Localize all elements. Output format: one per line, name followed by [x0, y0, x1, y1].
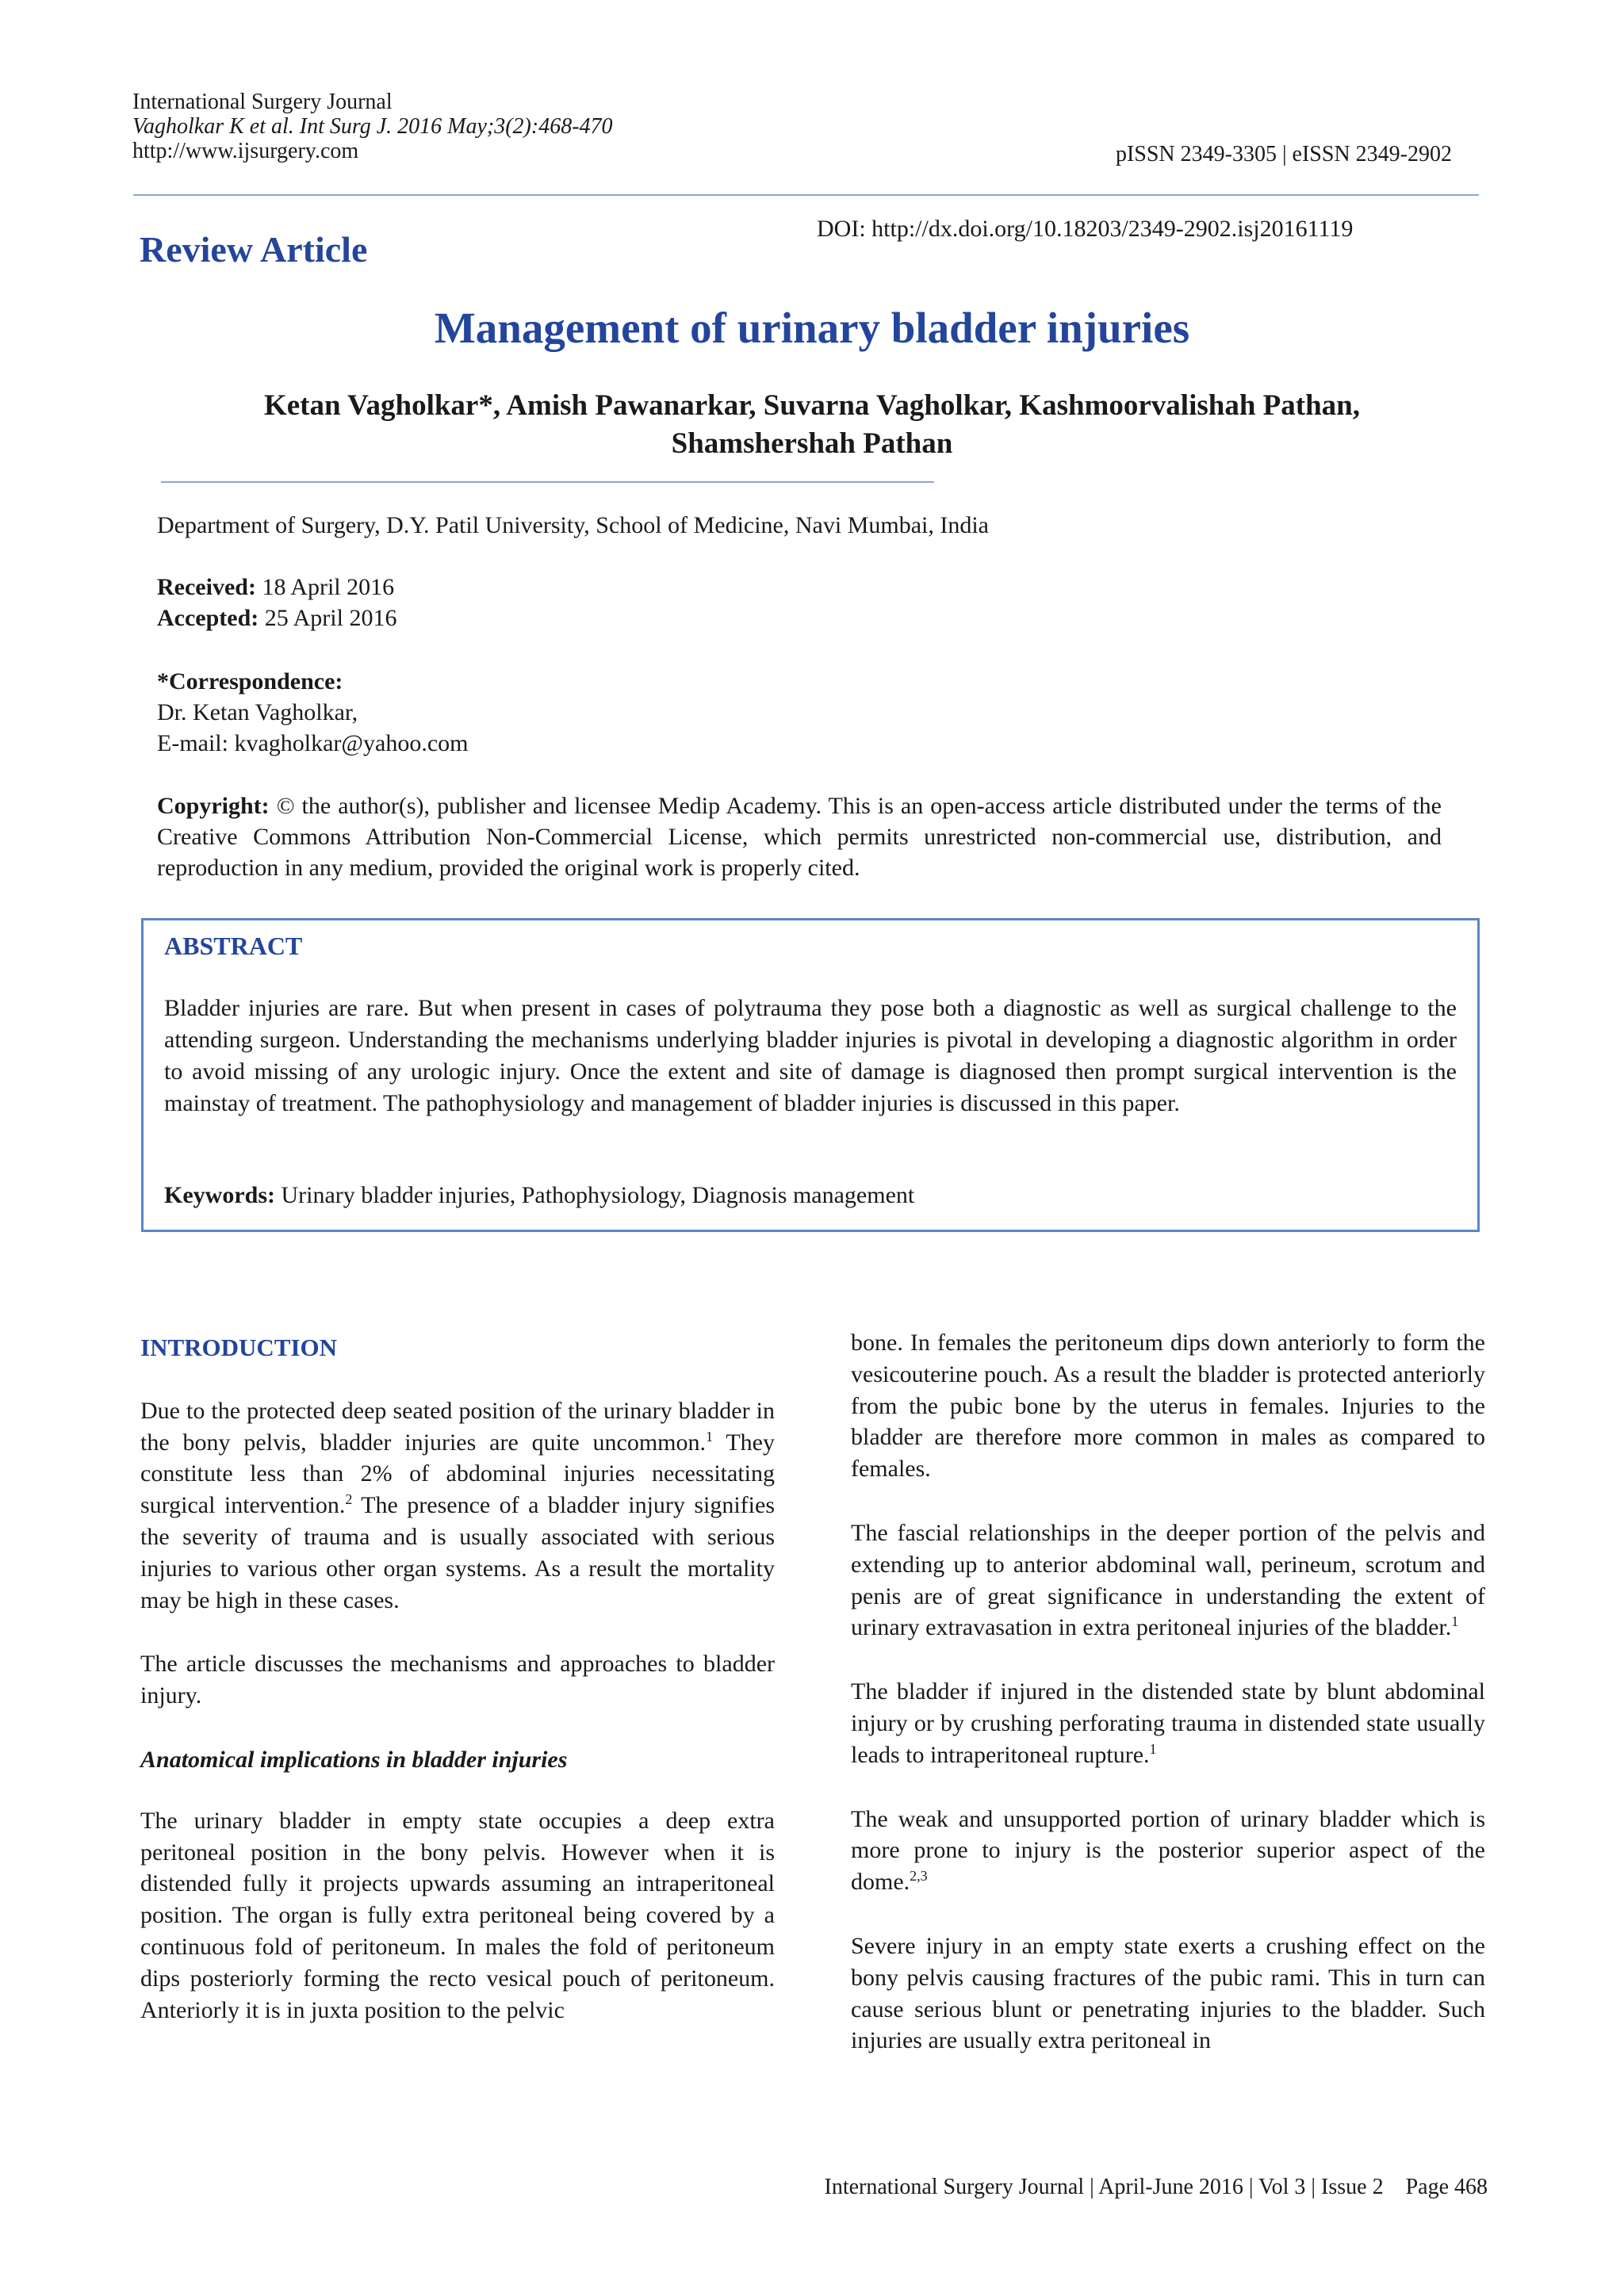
body-column-left: [140, 1332, 775, 2058]
keywords-label: Keywords:: [164, 1182, 275, 1208]
accepted-date: 25 April 2016: [264, 605, 397, 631]
authors-line-2: Shamshershah Pathan: [671, 427, 953, 460]
paragraph: bone. In females the peritoneum dips down anteriorly to form the vesicouterine pouch. As a result the bladder is protected anteriorly from the pubic bone by the uterus in females. Injuries to the bladder are therefore more common in males as compared to females.: [851, 1330, 1485, 1483]
doi-link[interactable]: DOI: http://dx.doi.org/10.18203/2349-2902.isj20161119: [817, 216, 1354, 242]
abstract-text: Bladder injuries are rare. But when present in cases of polytrauma they pose both a diagnostic as well as surgical challenge to the attending surgeon. Understanding the mechanisms underlying bladder injuries is pivotal in developing a diagnostic algorithm in order to avoid missing of any urologic injury. Once the extent and site of damage is diagnosed then prompt surgical intervention is the mainstay of treatment. The pathophysiology and management of bladder injuries is discussed in this paper.: [164, 995, 1457, 1116]
article-type: Review Article: [140, 229, 368, 270]
correspondence-email[interactable]: E-mail: kvagholkar@yahoo.com: [157, 730, 469, 756]
issn: pISSN 2349-3305 | eISSN 2349-2902: [1115, 142, 1452, 166]
paragraph: The urinary bladder in empty state occupies a deep extra peritoneal position in the bony pelvis. However when it is distended fully it projects upwards assuming an intraperitoneal position. The organ is fully extra peritoneal being covered by a continuous fold of peritoneum. In males the fold of peritoneum dips posteriorly forming the recto vesical pouch of peritoneum. Anteriorly it is in juxta position to the pelvic: [140, 1807, 775, 2023]
accepted-label: Accepted:: [157, 605, 259, 631]
copyright-label: Copyright:: [157, 793, 270, 819]
received-label: Received:: [157, 574, 256, 600]
paragraph: The article discusses the mechanisms and approaches to bladder injury.: [140, 1651, 775, 1709]
header-divider: [133, 194, 1479, 196]
keywords-list: Urinary bladder injuries, Pathophysiology, Diagnosis management: [281, 1182, 915, 1208]
paragraph: Severe injury in an empty state exerts a crushing effect on the bony pelvis causing fractures of the pubic rami. This in turn can cause serious blunt or penetrating injuries to the bladder. Such injuries are usually extra peritoneal in: [851, 1932, 1485, 2054]
authors-divider: [161, 481, 934, 483]
received-row: [157, 572, 1442, 603]
correspondence: [157, 666, 1442, 759]
abstract-heading: ABSTRACT: [164, 932, 303, 960]
journal-url[interactable]: http://www.ijsurgery.com: [132, 139, 359, 163]
introduction-heading: INTRODUCTION: [140, 1334, 338, 1361]
citation-ref[interactable]: 1: [706, 1428, 714, 1445]
received-date: 18 April 2016: [262, 574, 395, 600]
paragraph: The weak and unsupported portion of urinary bladder which is more prone to injury is the posterior superior aspect of the dome.$^{2,3}$: [851, 1805, 1485, 1896]
journal-citation: Vagholkar K et al. Int Surg J. 2016 May;3(2):468-470: [132, 114, 613, 139]
anatomy-subheading: Anatomical implications in bladder injuries: [140, 1746, 568, 1773]
page-footer: International Surgery Journal | April-June 2016 | Vol 3 | Issue 2 Page 468: [824, 2175, 1488, 2199]
citation-ref[interactable]: 2: [345, 1491, 353, 1508]
body-column-right: [851, 1327, 1485, 2089]
copyright-text: © the author(s), publisher and licensee Medip Academy. This is an open-access article distributed under the terms of the Creative Commons Attribution Non-Commercial License, which permits unrestricted non-commercial use, distribution, and reproduction in any medium, provided the original work is properly cited.: [157, 793, 1442, 881]
keywords: [164, 1182, 914, 1209]
citation-ref[interactable]: 2,3: [910, 1868, 928, 1885]
journal-name: International Surgery Journal: [132, 90, 393, 114]
author-list: [127, 387, 1497, 463]
paragraph: The bladder if injured in the distended state by blunt abdominal injury or by crushing perforating trauma in distended state usually leads to intraperitoneal rupture.$^1$: [851, 1678, 1485, 1768]
citation-ref[interactable]: 1: [1451, 1613, 1459, 1630]
accepted-row: [157, 603, 1442, 633]
paragraph: Due to the protected deep seated position of the urinary bladder in the bony pelvis, bladder injuries are quite uncommon.$^1$ They constitute less than 2% of abdominal injuries necessitating surgical intervention.$^2$ The presence of a bladder injury signifies the severity of trauma and is usually associated with serious injuries to various other organ systems. As a result the mortality may be high in these cases.: [140, 1397, 775, 1613]
paragraph: The fascial relationships in the deeper portion of the pelvis and extending up to anterior abdominal wall, perineum, scrotum and penis are of great significance in understanding the extent of urinary extravasation in extra peritoneal injuries of the bladder.$^1$: [851, 1519, 1485, 1641]
correspondence-name: Dr. Ketan Vagholkar,: [157, 699, 358, 725]
article-title: Management of urinary bladder injuries: [434, 304, 1190, 352]
copyright-notice: [157, 790, 1442, 883]
dates: [157, 572, 1442, 633]
correspondence-label: *Correspondence:: [157, 668, 343, 695]
journal-header: [132, 90, 613, 163]
authors-line-1: Ketan Vagholkar*, Amish Pawanarkar, Suvarna Vagholkar, Kashmoorvalishah Pathan,: [263, 389, 1360, 422]
affiliation: Department of Surgery, D.Y. Patil University, School of Medicine, Navi Mumbai, India: [157, 512, 989, 538]
citation-ref[interactable]: 1: [1149, 1740, 1157, 1757]
